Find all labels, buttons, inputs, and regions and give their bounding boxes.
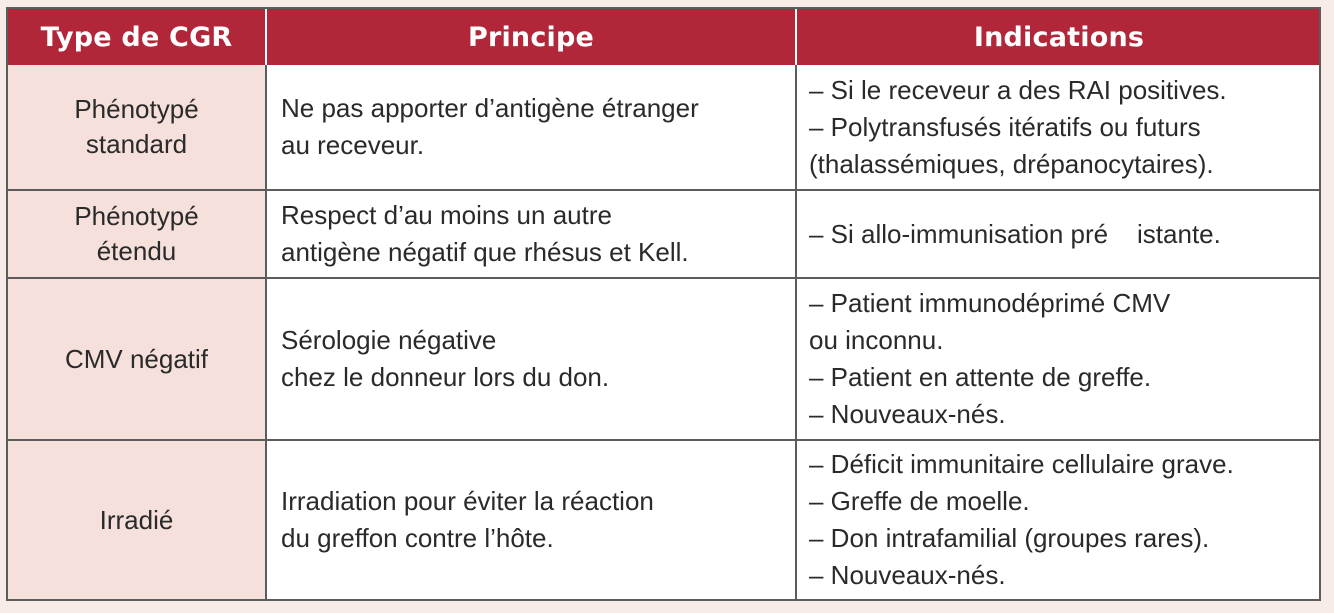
header-type: Type de CGR [40, 21, 233, 53]
row-2-type [8, 191, 265, 277]
row-1-type [8, 65, 265, 189]
row-1-principe [267, 65, 795, 189]
row-1-indication-item: (thalassémiques, drépanocytaires). [809, 148, 1214, 179]
row-3-indication-item: – Nouveaux-nés. [809, 399, 1006, 429]
row-1-indication-item: – Si le receveur a des RAI positives. [809, 74, 1227, 105]
row-1-type-line: Phénotypé [74, 94, 199, 124]
row-4-indication-item: – Nouveaux-nés. [809, 560, 1006, 590]
row-2-principe-line: Respect d’au moins un autre [281, 200, 612, 230]
row-1-principe-line: au receveur. [281, 130, 425, 160]
header-divider [795, 9, 797, 65]
row-1-indications [797, 65, 1321, 189]
header-indications: Indications [973, 21, 1145, 53]
column-divider [265, 9, 267, 599]
row-4-indication-item: – Don intrafamilial (groupes rares). [809, 523, 1210, 553]
row-3-indication-item: – Patient immunodéprimé CMV [809, 288, 1171, 318]
row-4-principe-line: du greffon contre l’hôte. [281, 523, 554, 553]
row-2-type-line: Phénotypé [74, 201, 199, 231]
row-4-principe-line: Irradiation pour éviter la réaction [281, 486, 654, 516]
row-3-type [8, 279, 265, 439]
row-4-principe [267, 441, 795, 599]
column-divider [795, 9, 797, 599]
row-4-indications [797, 441, 1321, 599]
row-3-indications [797, 279, 1321, 439]
row-4-type-line: Irradié [99, 504, 174, 535]
header-principe: Principe [467, 21, 595, 53]
row-2-principe-line: antigène négatif que rhésus et Kell. [281, 237, 689, 267]
row-3-principe-line: Sérologie négative [281, 325, 497, 355]
row-4-indication-item: – Déficit immunitaire cellulaire grave. [809, 449, 1234, 479]
row-1-type-line: standard [85, 129, 188, 159]
row-3-indication-item: – Patient en attente de greffe. [809, 362, 1152, 392]
row-3-principe-line: chez le donneur lors du don. [281, 362, 610, 392]
row-1-principe-line: Ne pas apporter d’antigène étranger [281, 93, 699, 123]
row-2-type-line: étendu [96, 236, 177, 266]
row-2-indications [797, 191, 1321, 277]
cgr-table [6, 7, 1321, 601]
header-divider [265, 9, 267, 65]
row-3-principe [267, 279, 795, 439]
row-4-type [8, 441, 265, 599]
row-3-type-line: CMV négatif [64, 343, 209, 374]
row-4-indication-item: – Greffe de moelle. [809, 486, 1030, 516]
row-1-indication-item: – Polytransfusés itératifs ou futurs [809, 111, 1201, 142]
row-2-principe [267, 191, 795, 277]
row-3-indication-item: ou inconnu. [809, 325, 944, 355]
row-2-indication-item: – Si allo-immunisation pré istante. [809, 218, 1221, 249]
